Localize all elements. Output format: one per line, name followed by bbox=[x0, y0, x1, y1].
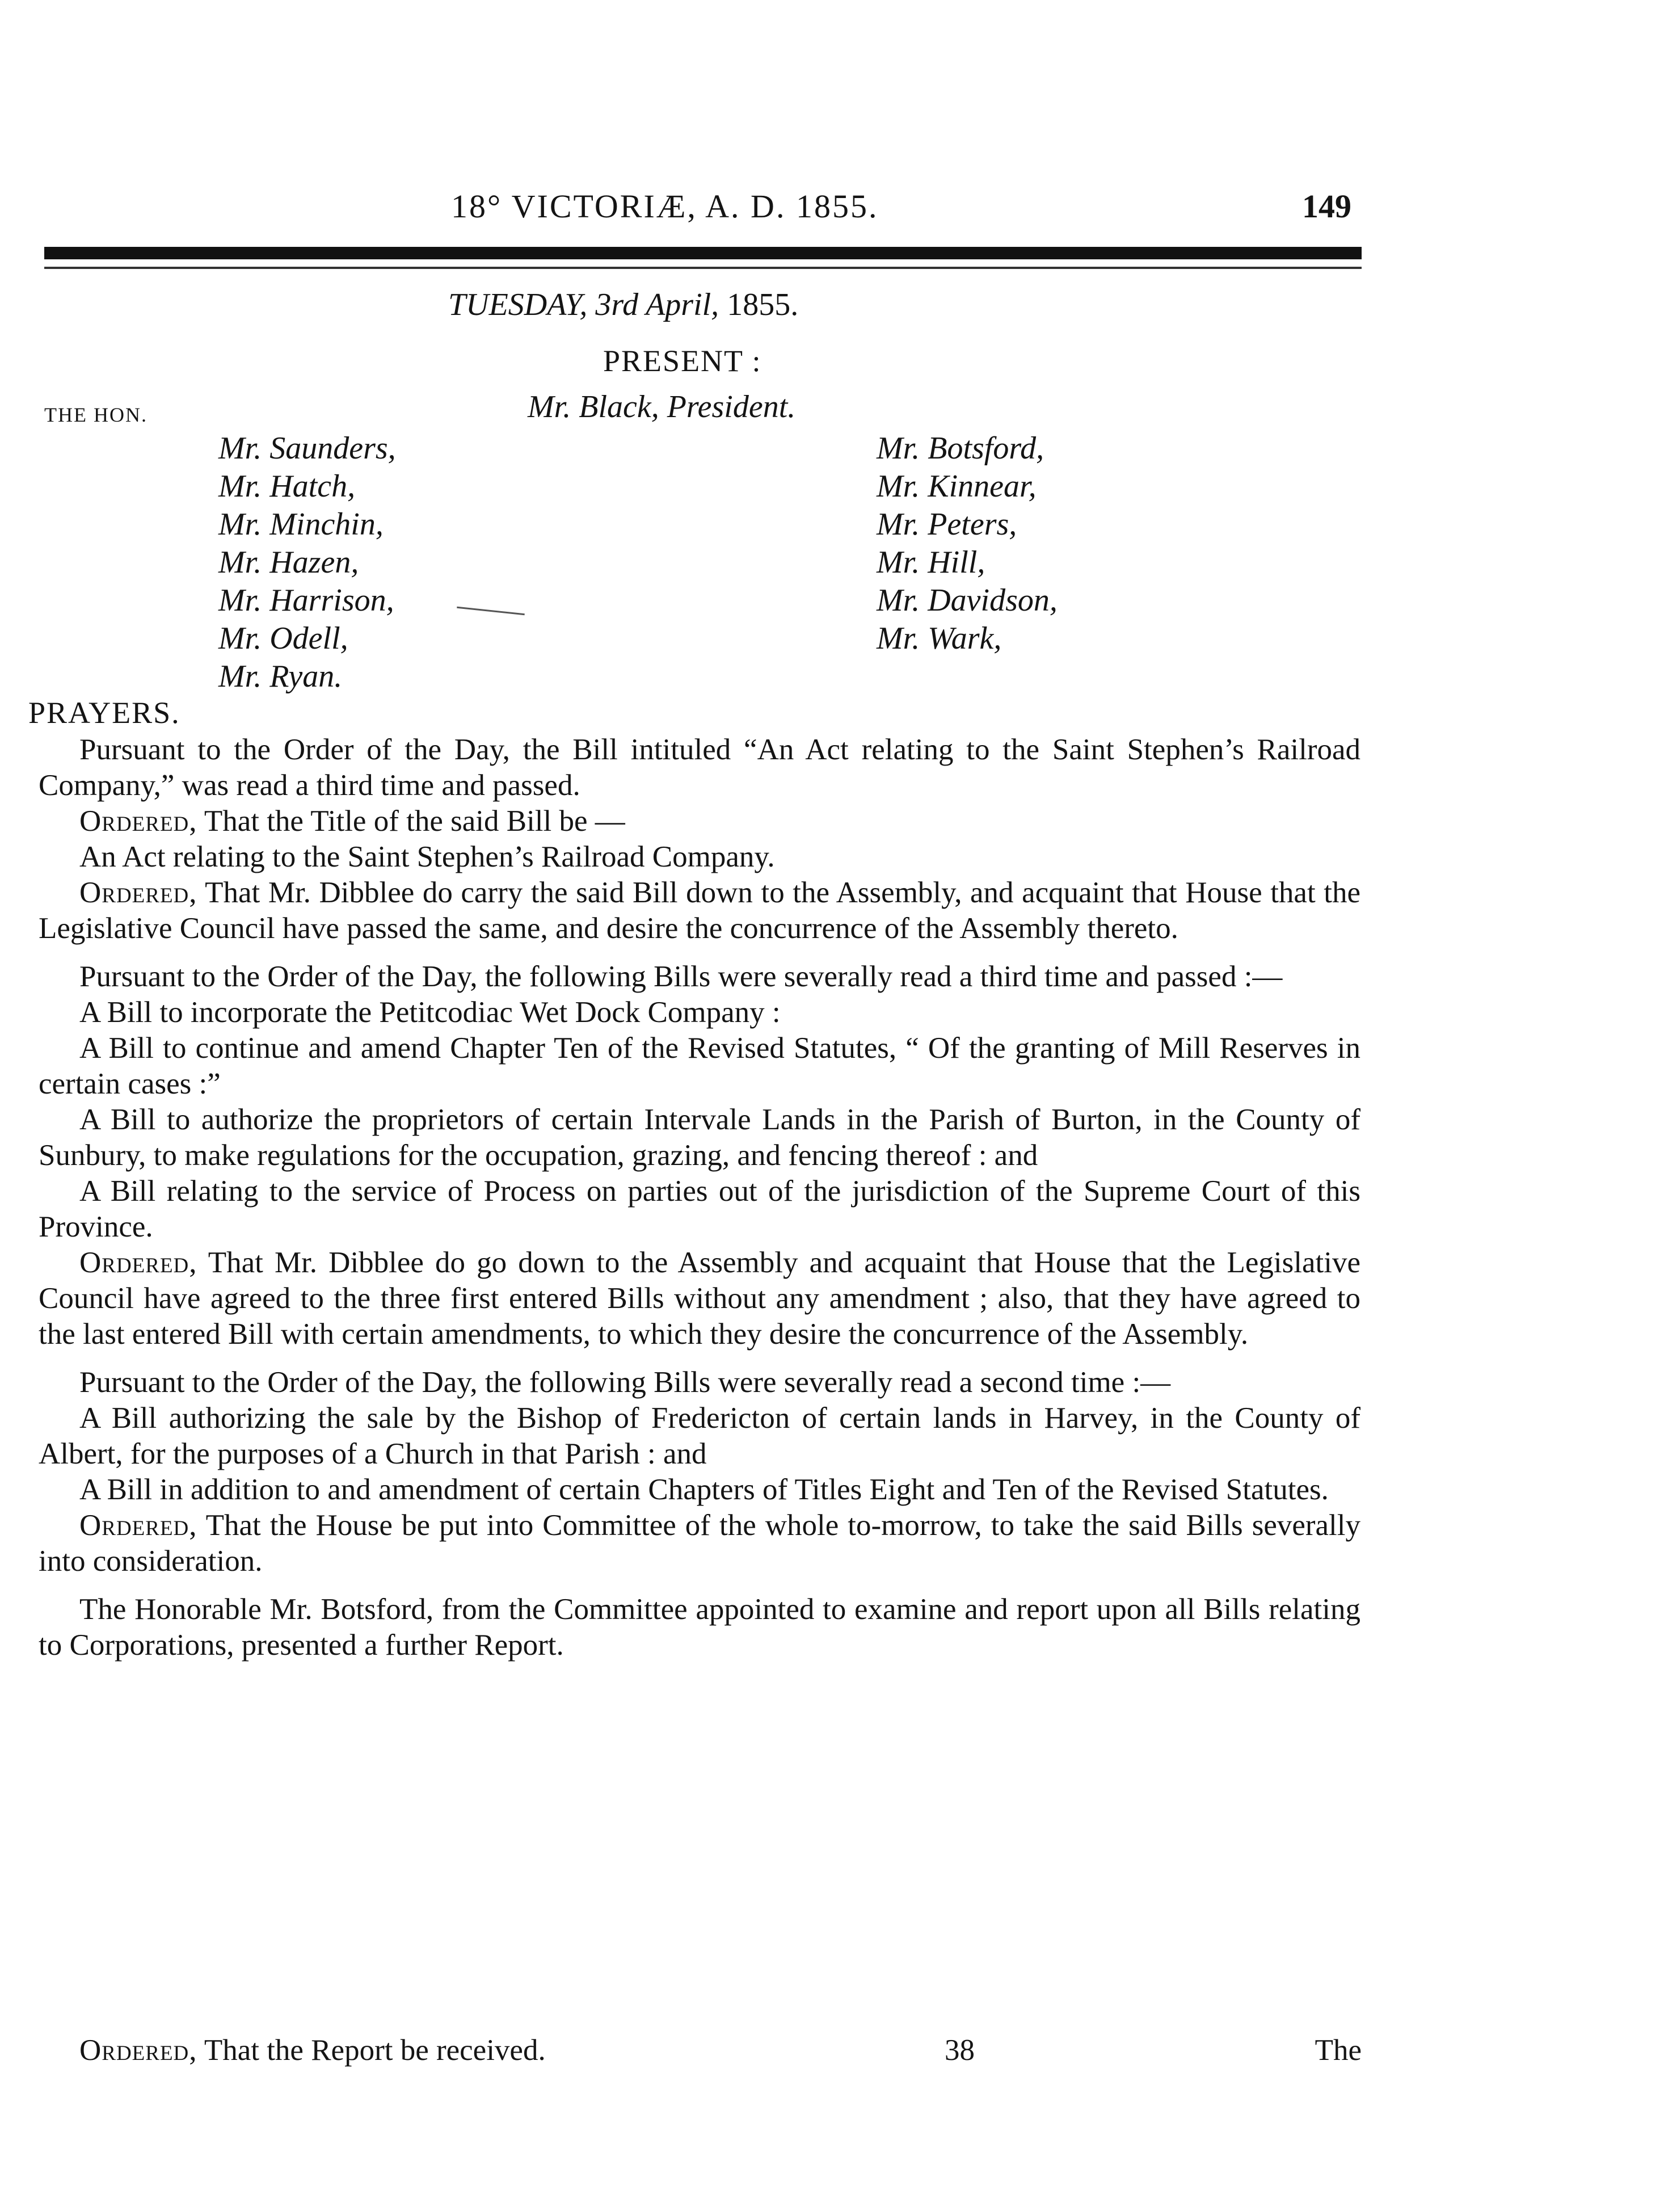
member-name: Mr. Harrison, bbox=[218, 583, 394, 618]
paragraph-gap bbox=[39, 947, 1360, 959]
running-title: 18° VICTORIÆ, A. D. 1855. bbox=[451, 188, 879, 225]
member-name: Mr. Saunders, bbox=[218, 431, 396, 466]
proceedings-text bbox=[39, 732, 1360, 1663]
header-rule bbox=[44, 247, 1362, 259]
members-list-right bbox=[877, 430, 1058, 658]
present-heading: PRESENT : bbox=[603, 344, 762, 378]
paragraph-ordered-title bbox=[39, 804, 1360, 839]
paragraph-third-reading-bills: Pursuant to the Order of the Day, the following Bills were severally read a third time and passed :— bbox=[79, 960, 1283, 993]
bill-item-mill-reserves: A Bill to continue and amend Chapter Ten of the Revised Statutes, “ Of the granting of Mill Reserves in certain cases :” bbox=[39, 1032, 1360, 1100]
president-name: Mr. Black, President. bbox=[528, 389, 796, 424]
member-name: Mr. Hatch, bbox=[218, 469, 356, 504]
session-year: 1855. bbox=[727, 287, 799, 322]
bill-item-wet-dock: A Bill to incorporate the Petitcodiac Wet Dock Company : bbox=[79, 996, 781, 1029]
paragraph-botsford-report: The Honorable Mr. Botsford, from the Committee appointed to examine and report upon all Bills relating to Corporations, presented a further Report. bbox=[39, 1593, 1360, 1662]
paragraph-act-title: An Act relating to the Saint Stephen’s Railroad Company. bbox=[79, 840, 775, 873]
catchword: The bbox=[1315, 2034, 1362, 2067]
bill-item-service-of-process: A Bill relating to the service of Process on parties out of the jurisdiction of the Supreme Court of this Province. bbox=[39, 1175, 1360, 1243]
header-rule-thin bbox=[44, 267, 1362, 269]
paragraph-gap bbox=[39, 1579, 1360, 1592]
sheet-signature: 38 bbox=[945, 2034, 975, 2067]
prayers-heading: PRAYERS. bbox=[28, 696, 180, 730]
ordered-label: Ordered, bbox=[79, 1509, 197, 1542]
final-line bbox=[79, 2033, 1362, 2068]
paragraph-second-reading-bills: Pursuant to the Order of the Day, the following Bills were severally read a second time :— bbox=[79, 1366, 1171, 1399]
paragraph-ordered-committee bbox=[39, 1508, 1360, 1579]
session-date-text: 3rd April, bbox=[595, 287, 719, 322]
paragraph-ordered-acquaint bbox=[39, 1245, 1360, 1352]
ordered-label: Ordered, bbox=[79, 805, 197, 838]
paragraph-gap bbox=[39, 1352, 1360, 1365]
member-name: Mr. Hill, bbox=[877, 545, 985, 580]
ordered-text: That Mr. Dibblee do carry the said Bill down to the Assembly, and acquaint that House that the Legislative Council have passed the same, and desire the concurrence of the Assembly thereto. bbox=[39, 876, 1360, 945]
member-name: Mr. Peters, bbox=[877, 507, 1017, 542]
paragraph-ordered-carry-bill bbox=[39, 875, 1360, 947]
running-head bbox=[0, 187, 1664, 238]
ordered-text: That the Title of the said Bill be — bbox=[197, 805, 625, 838]
ordered-text: That the House be put into Committee of the whole to-morrow, to take the said Bills severally into consideration. bbox=[39, 1509, 1360, 1578]
member-name: Mr. Odell, bbox=[218, 621, 348, 656]
ordered-label: Ordered, bbox=[79, 876, 197, 909]
members-list-left bbox=[218, 430, 396, 696]
bill-item-revised-statutes: A Bill in addition to and amendment of certain Chapters of Titles Eight and Ten of the Revised Statutes. bbox=[79, 1473, 1329, 1506]
ordered-text: That Mr. Dibblee do go down to the Assembly and acquaint that House that the Legislative Council have agreed to the three first entered Bills without any amendment ; also, that they have agreed to the last entered Bill with certain amendments, to which they desire the concurrence of the Assembly. bbox=[39, 1246, 1360, 1351]
member-name: Mr. Ryan. bbox=[218, 659, 343, 694]
session-date bbox=[448, 287, 798, 323]
bill-item-bishop-lands: A Bill authorizing the sale by the Bishop of Fredericton of certain lands in Harvey, in the County of Albert, for the purposes of a Church in that Parish : and bbox=[39, 1402, 1360, 1470]
the-hon-label: THE HON. bbox=[44, 403, 148, 426]
member-name: Mr. Davidson, bbox=[877, 583, 1058, 618]
paragraph-third-reading-railroad: Pursuant to the Order of the Day, the Bill intituled “An Act relating to the Saint Stephen’s Railroad Company,” was read a third time and passed. bbox=[39, 733, 1360, 802]
session-day: TUESDAY, bbox=[448, 287, 588, 322]
ordered-label: Ordered, bbox=[79, 1246, 197, 1279]
ordered-text: That the Report be received. bbox=[197, 2034, 546, 2067]
page-number: 149 bbox=[1302, 188, 1351, 225]
connector-dash bbox=[457, 607, 525, 616]
member-name: Mr. Hazen, bbox=[218, 545, 359, 580]
ordered-label: Ordered, bbox=[79, 2034, 197, 2067]
member-name: Mr. Minchin, bbox=[218, 507, 384, 542]
bill-item-intervale-lands: A Bill to authorize the proprietors of certain Intervale Lands in the Parish of Burton, in the County of Sunbury, to make regulations for the occupation, grazing, and fencing thereof : and bbox=[39, 1103, 1360, 1172]
member-name: Mr. Wark, bbox=[877, 621, 1002, 656]
member-name: Mr. Botsford, bbox=[877, 431, 1044, 466]
member-name: Mr. Kinnear, bbox=[877, 469, 1037, 504]
